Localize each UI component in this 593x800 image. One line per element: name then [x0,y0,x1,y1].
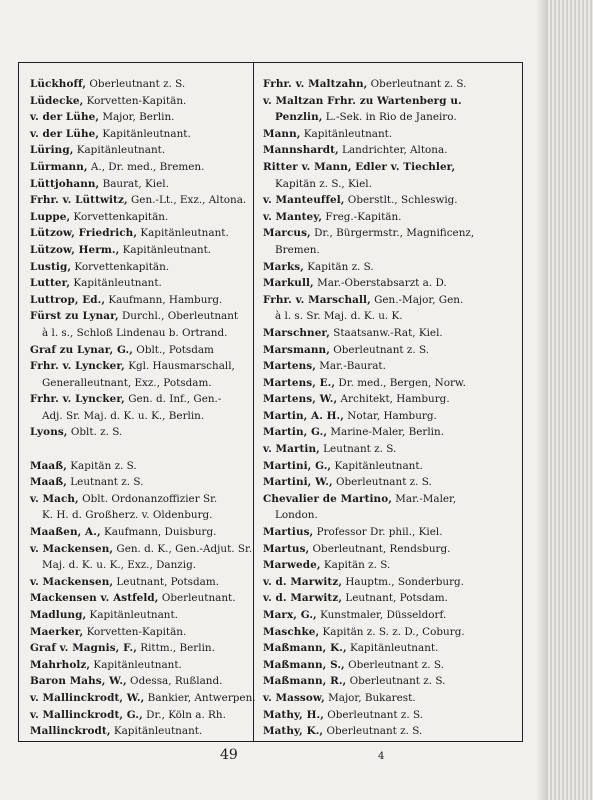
entry-description: Gen. d. Inf., Gen.- [124,393,222,406]
directory-entry [263,574,515,591]
directory-entry [30,275,243,292]
directory-entry [30,192,247,209]
directory-entry [263,209,515,226]
directory-entry [30,640,243,657]
directory-entry [30,176,243,193]
entry-description: Leutnant z. S. [66,476,144,489]
directory-entry [30,259,243,276]
entry-description: Kapitänleutnant. [110,725,203,738]
directory-entry [263,507,515,524]
entry-description: Bremen. [275,243,320,256]
entry-description: Oblt. Ordonanzoffizier Sr. [78,492,218,505]
directory-entry [263,76,515,93]
left-column [30,76,256,740]
directory-entry [30,375,243,392]
directory-entry [263,657,515,674]
directory-entry [263,259,515,276]
entry-description: Hauptm., Sonderburg. [342,575,464,588]
directory-entry [30,358,243,375]
entry-description: Freg.-Kapitän. [322,210,402,223]
entry-name: Martius, [263,526,314,539]
entry-name: Baron Mahs, W., [30,675,127,688]
entry-description: Baurat, Kiel. [99,177,169,190]
entry-name: v. Mallinckrodt, G., [30,708,143,721]
entry-description: Dr., Bürgermstr., Magnificenz, [310,227,475,240]
directory-entry [263,93,515,110]
entry-name: Frhr. v. Lyncker, [30,360,125,373]
entry-name: Mahrholz, [30,658,91,671]
entry-description: Professor Dr. phil., Kiel. [313,526,443,539]
entry-name: v. d. Marwitz, [263,592,343,605]
entry-name: Graf v. Magnis, F., [30,642,137,655]
entry-description: Kgl. Hausmarschall, [124,360,235,373]
directory-entry [30,225,243,242]
entry-description: Korvetten-Kapitän. [83,94,187,107]
entry-description: Marine-Maler, Berlin. [327,426,445,439]
directory-entry [30,109,243,126]
entry-name: Lüttjohann, [30,177,100,190]
directory-entry [30,391,243,408]
directory-entry [263,640,515,657]
directory-entry [263,441,515,458]
directory-entry [263,225,515,242]
entry-description: à l. s., Schloß Lindenau b. Ortrand. [42,326,228,339]
entry-description: Oberleutnant, Rendsburg. [309,542,451,555]
entry-name: v. der Lühe, [30,127,100,140]
entry-name: Mann, [263,127,301,140]
entry-description: Oblt., Potsdam [133,343,214,356]
directory-entry [30,524,243,541]
entry-description: Kapitän z. S., Kiel. [275,177,372,190]
directory-entry [30,408,243,425]
entry-name: Maaß, [30,459,67,472]
directory-entry [263,524,515,541]
entry-name: Maschke, [263,625,320,638]
directory-entry [30,325,243,342]
entry-name: v. Maltzan Frhr. zu Wartenberg u. [263,94,462,107]
entry-name: Maerker, [30,625,84,638]
entry-description: Major, Bukarest. [324,691,416,704]
directory-entry [263,590,515,607]
entry-name: Lutter, [30,277,71,290]
entry-description: Gen.-Lt., Exz., Altona. [127,194,247,207]
entry-name: Martini, W., [263,476,333,489]
directory-entry [30,458,243,475]
entry-description: à l. s. Sr. Maj. d. K. u. K. [275,310,403,323]
entry-description: Korvettenkapitän. [71,260,170,273]
entry-name: Fürst zu Lynar, [30,310,119,323]
entry-description: Leutnant, Potsdam. [113,575,220,588]
directory-entry [263,458,515,475]
directory-entry [263,673,515,690]
directory-entry [30,424,243,441]
directory-entry [30,607,243,624]
entry-description: L.-Sek. in Rio de Janeiro. [322,111,457,124]
directory-entry [263,325,515,342]
directory-entry [263,424,515,441]
entry-description: Dr., Köln a. Rh. [142,708,226,721]
entry-description: Korvetten-Kapitän. [83,625,187,638]
entry-description: Oberleutnant z. S. [323,708,424,721]
directory-entry [263,242,515,259]
directory-entry [263,690,515,707]
entry-name: Ritter v. Mann, Edler v. Tiechler, [263,160,456,173]
directory-entry [30,142,243,159]
directory-entry [30,474,243,491]
entry-description: Maj. d. K. u. K., Exz., Danzig. [42,559,197,572]
directory-entry [263,358,515,375]
directory-entry [30,342,243,359]
entry-description: Bankier, Antwerpen. [144,691,256,704]
entry-name: Luppe, [30,210,71,223]
entry-description: Kapitän z. S. [320,559,391,572]
entry-name: v. Manteuffel, [263,194,345,207]
entry-name: Martin, G., [263,426,328,439]
entry-description: Dr. med., Bergen, Norw. [335,376,466,389]
directory-entry [263,192,515,209]
directory-entry [30,574,243,591]
entry-description: Oblt. z. S. [67,426,123,439]
page-number: 49 [220,747,238,763]
entry-name: Mallinckrodt, [30,725,111,738]
directory-entry [263,176,515,193]
entry-name: v. Mackensen, [30,542,114,555]
entry-description: Leutnant, Potsdam. [342,592,448,605]
directory-entry [263,624,515,641]
page-stack-edge [548,0,593,800]
entry-description: Oberleutnant z. S. [332,476,432,489]
entry-name: Martens, W., [263,393,338,406]
entry-description: Rittm., Berlin. [136,642,215,655]
entry-name: Lückhoff, [30,78,87,90]
entry-name: v. Mallinckrodt, W., [30,691,145,704]
directory-entry [30,507,243,524]
entry-name: Marsmann, [263,343,330,356]
entry-name: Chevalier de Martino, [263,492,392,505]
directory-entry [30,707,243,724]
entry-name: v. Mach, [30,492,79,505]
entry-name: Graf zu Lynar, G., [30,343,133,356]
entry-description: Kapitän z. S. [303,260,374,273]
entry-description: Kaufmann, Duisburg. [100,526,217,539]
entry-description: Oberleutnant z. S. [344,658,444,671]
entry-name: Lustig, [30,260,72,273]
signature-mark: 4 [378,751,385,762]
entry-description: Oberleutnant z. S. [323,725,423,738]
directory-entry [30,292,243,309]
entry-description: Kapitänleutnant. [119,243,212,256]
entry-name: v. der Lühe, [30,111,100,124]
entry-description: Oberleutnant z. S. [367,78,467,90]
entry-description: Kunstmaler, Düsseldorf. [316,609,447,621]
directory-entry [263,126,515,143]
entry-name: v. Martin, [263,443,320,456]
entry-name: Marks, [263,260,304,273]
directory-entry [263,342,515,359]
entry-name: Maaßen, A., [30,526,101,539]
right-column [263,76,515,740]
directory-entry [30,590,243,607]
entry-description: Kapitänleutnant. [90,658,182,671]
entry-description: London. [275,509,318,522]
directory-entry [263,292,515,309]
directory-entry [30,209,243,226]
entry-name: Martini, G., [263,459,332,472]
entry-description: Kapitänleutnant. [86,609,178,621]
entry-description: Oberleutnant z. S. [329,343,430,356]
directory-entry [263,109,515,126]
directory-entry [30,541,253,558]
directory-entry [263,474,515,491]
entry-description: Oberleutnant z. S. [346,675,446,688]
entry-name: Madlung, [30,609,87,621]
directory-entry [30,491,243,508]
directory-entry [263,408,515,425]
directory-entry [30,657,243,674]
directory-entry [263,275,515,292]
entry-name: v. d. Marwitz, [263,575,343,588]
directory-entry [30,126,243,143]
entry-name: Lützow, Friedrich, [30,227,138,240]
entry-name: Martens, [263,360,316,373]
directory-entry [263,723,515,740]
entry-name: Lüring, [30,144,74,157]
entry-name: Mackensen v. Astfeld, [30,592,159,605]
entry-description: Mar.-Baurat. [315,360,386,373]
entry-description: Oberstlt., Schleswig. [344,194,458,207]
entry-description: Korvettenkapitän. [70,210,169,223]
entry-description: Adj. Sr. Maj. d. K. u. K., Berlin. [42,409,205,422]
entry-name: Frhr. v. Lüttwitz, [30,194,128,207]
entry-name: v. Massow, [263,691,325,704]
directory-entry [263,541,515,558]
entry-description: Oberleutnant z. S. [86,78,186,90]
entry-name: Lützow, Herm., [30,243,120,256]
entry-description: Major, Berlin. [99,111,175,124]
entry-description: Oberleutnant. [158,592,236,605]
directory-entry [30,93,243,110]
directory-entry [30,308,243,325]
entry-name: Frhr. v. Lyncker, [30,393,125,406]
entry-description: Mar.-Maler, [391,492,457,505]
text-frame [18,62,523,742]
entry-name: Marschner, [263,326,330,339]
directory-entry [263,491,515,508]
directory-entry [30,76,243,93]
entry-name: Maßmann, K., [263,642,347,655]
entry-name: v. Mackensen, [30,575,114,588]
entry-description: Kapitänleutnant. [331,459,423,472]
directory-entry [30,723,243,740]
entry-description: Kapitänleutnant. [137,227,229,240]
entry-name: Marwede, [263,559,321,572]
entry-name: Maßmann, S., [263,658,345,671]
entry-description: Staatsanw.-Rat, Kiel. [329,326,443,339]
entry-name: Frhr. v. Maltzahn, [263,78,368,90]
directory-entry [263,607,515,624]
entry-name: Martin, A. H., [263,409,344,422]
entry-name: Mathy, K., [263,725,324,738]
directory-entry [30,159,243,176]
directory-entry [30,690,256,707]
entry-name: Frhr. v. Marschall, [263,293,371,306]
directory-entry [30,624,243,641]
entry-description: Kapitänleutnant. [346,642,439,655]
directory-entry [263,557,515,574]
entry-description: Mar.-Oberstabsarzt a. D. [313,277,447,290]
entry-description: Notar, Hamburg. [344,409,437,422]
entry-description: Gen. d. K., Gen.-Adjut. Sr. [113,542,253,555]
entry-name: Lüdecke, [30,94,84,107]
entry-description: Architekt, Hamburg. [337,393,450,406]
entry-description: Gen.-Major, Gen. [370,293,464,306]
entry-description: Kapitänleutnant. [300,127,393,140]
entry-name: Maßmann, R., [263,675,347,688]
entry-name: Martus, [263,542,310,555]
entry-description: Odessa, Rußland. [126,675,223,688]
entry-description: Kapitän z. S. z. D., Coburg. [319,625,465,638]
entry-name: Lürmann, [30,160,88,173]
entry-description: Generalleutnant, Exz., Potsdam. [42,376,212,389]
entry-name: Martens, E., [263,376,336,389]
entry-description: Kapitänleutnant. [70,277,162,290]
directory-entry [263,308,515,325]
entry-description: K. H. d. Großherz. v. Oldenburg. [42,509,213,522]
entry-name: Markull, [263,277,314,290]
entry-description: Kapitänleutnant. [73,144,166,157]
entry-name: Marx, G., [263,609,317,621]
entry-description: Landrichter, Altona. [338,144,448,157]
entry-name: Luttrop, Ed., [30,293,106,306]
entry-name: Mathy, H., [263,708,324,721]
entry-name: Maaß, [30,476,67,489]
directory-entry [263,142,515,159]
entry-description: Kapitän z. S. [66,459,137,472]
directory-entry [263,707,515,724]
directory-entry [30,673,243,690]
directory-entry [263,159,515,176]
entry-name: Marcus, [263,227,311,240]
entry-description: Kaufmann, Hamburg. [105,293,223,306]
entry-name: Lyons, [30,426,68,439]
entry-name: Mannshardt, [263,144,339,157]
column-divider [253,63,254,741]
entry-name: Penzlin, [275,111,323,124]
directory-entry [263,375,515,392]
entry-description: A., Dr. med., Bremen. [87,160,205,173]
entry-description: Kapitänleutnant. [99,127,191,140]
entry-description: Durchl., Oberleutnant [118,310,239,323]
directory-entry [30,242,243,259]
directory-entry [263,391,515,408]
directory-entry [30,557,243,574]
entry-name: v. Mantey, [263,210,323,223]
entry-description: Leutnant z. S. [319,443,397,456]
